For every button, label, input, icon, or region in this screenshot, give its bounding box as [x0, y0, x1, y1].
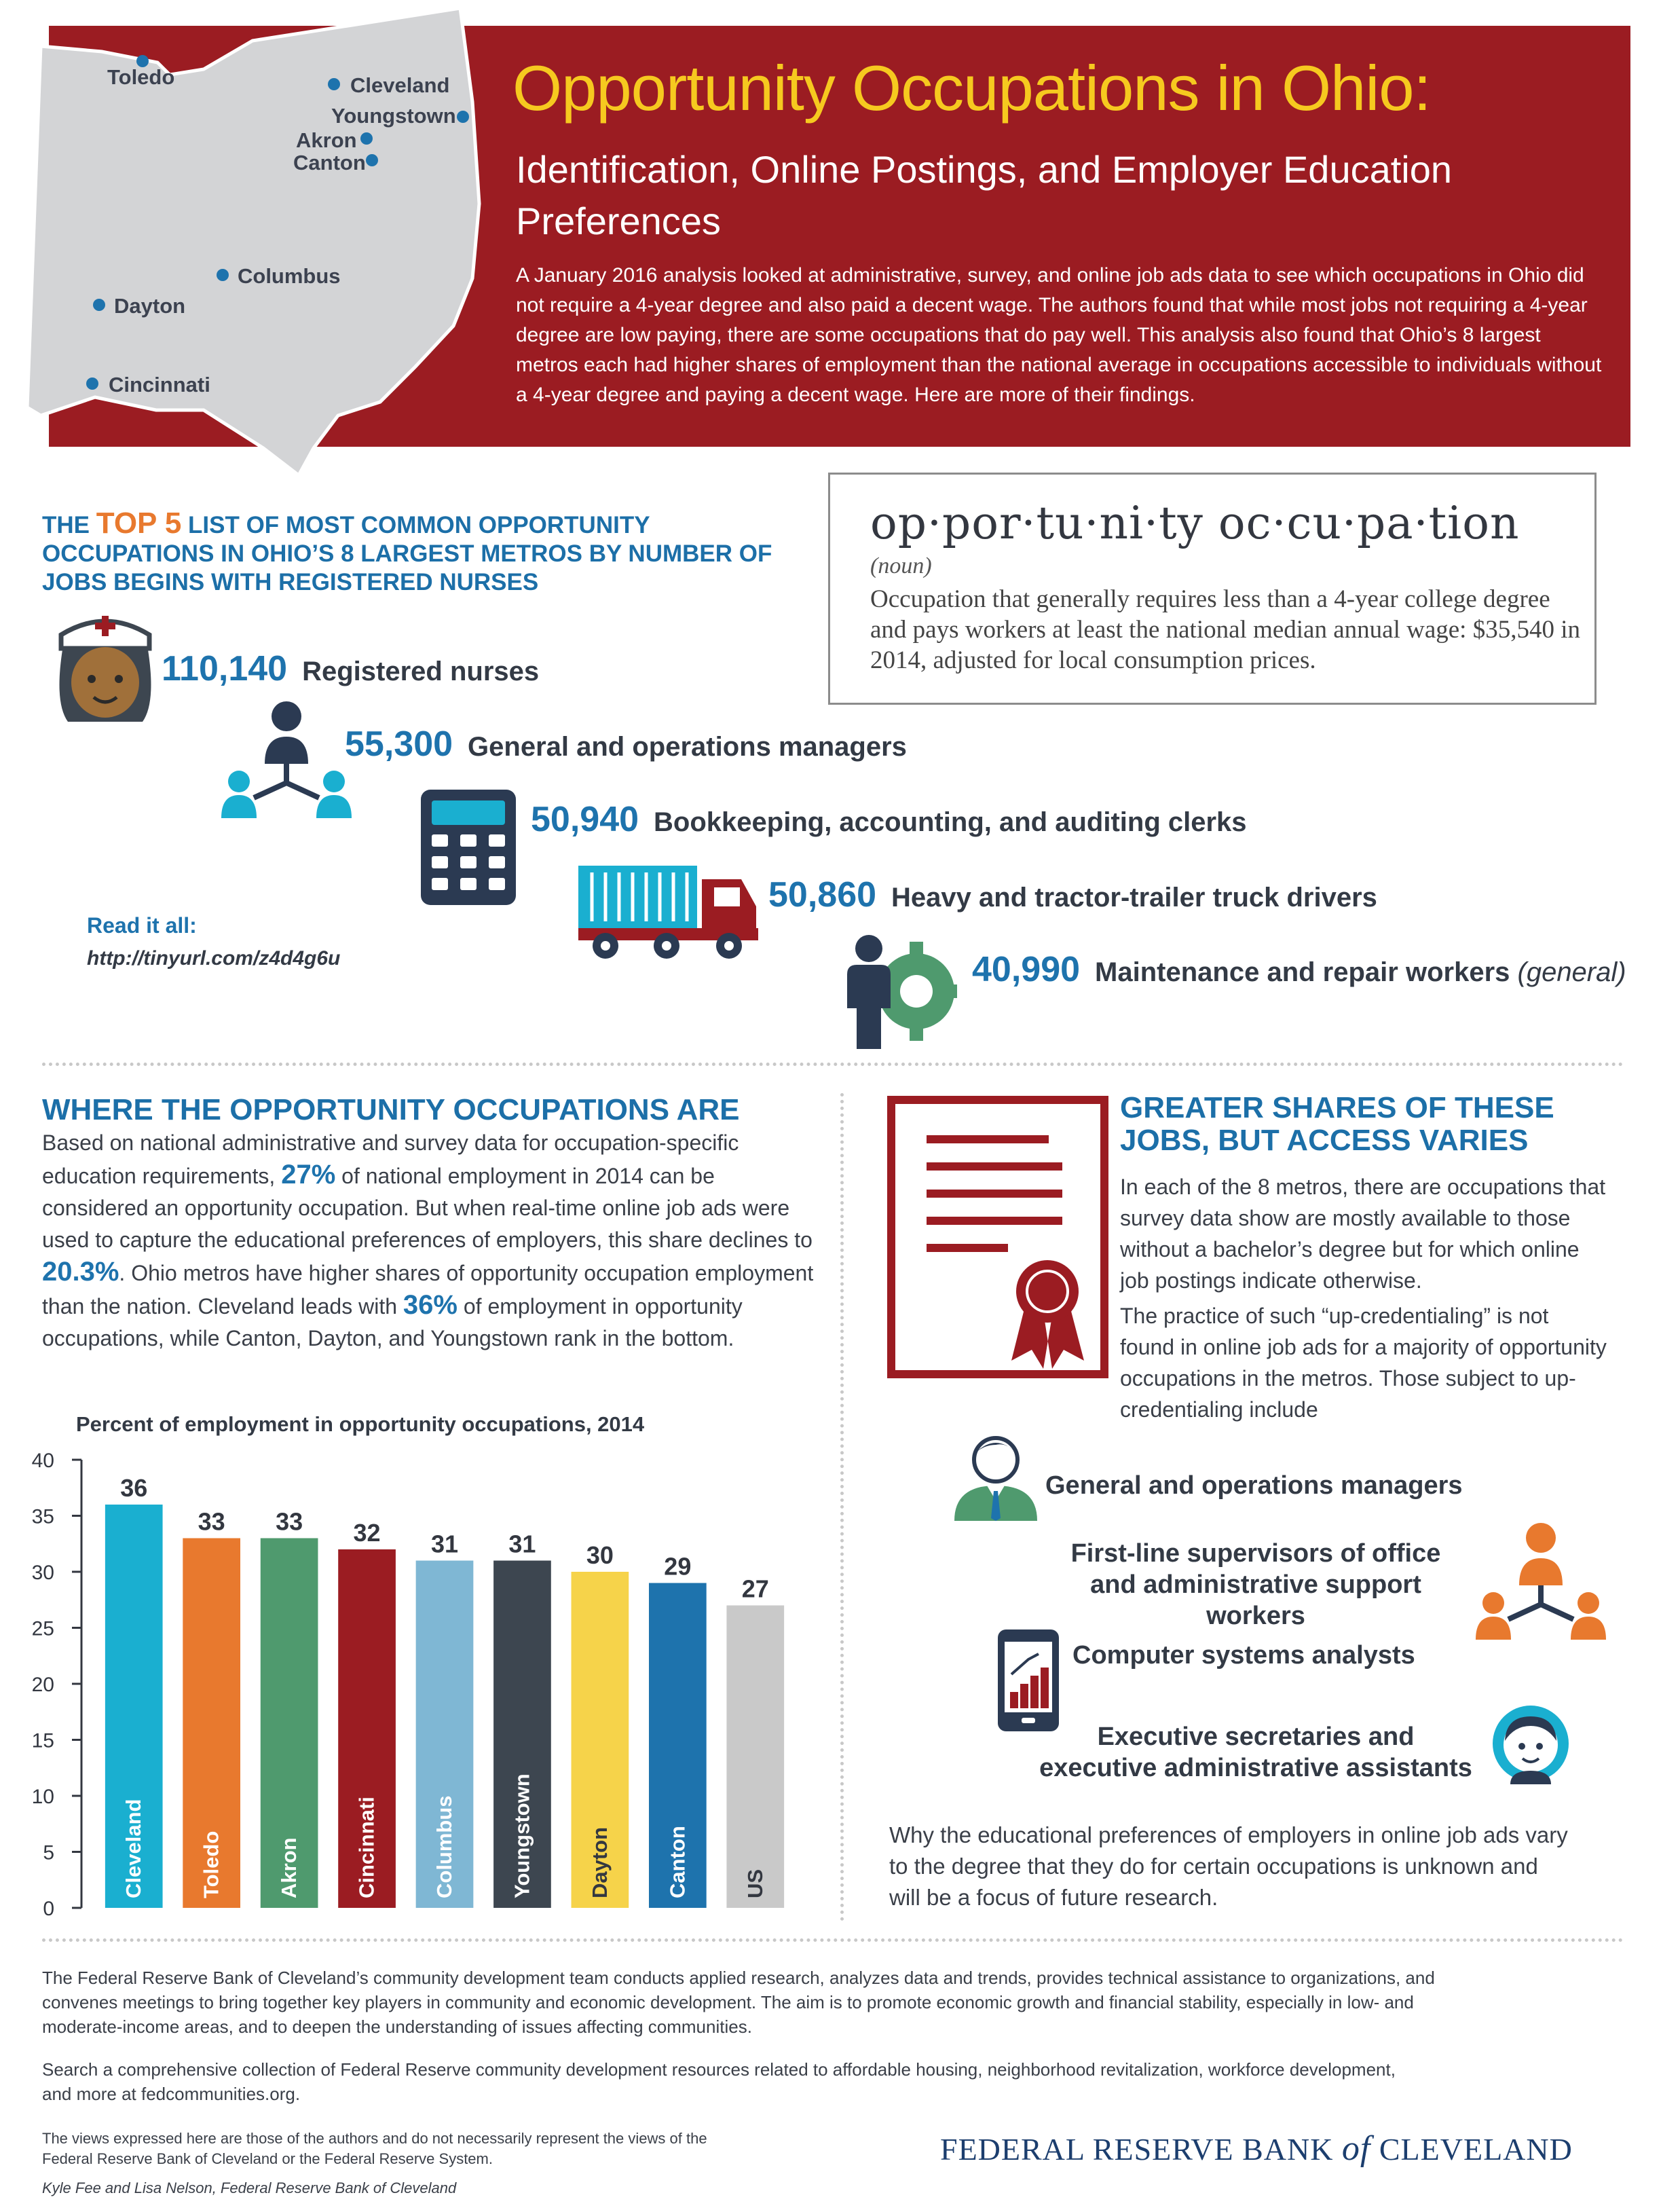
- occupation-1: [162, 648, 539, 689]
- city-label-canton: Canton: [293, 151, 366, 174]
- certificate-icon: [886, 1094, 1110, 1380]
- future-research-note: Why the educational preferences of employers in online job ads vary to the degree that they do for certain occupations is unknown and will be a focus of future research.: [889, 1822, 1568, 1910]
- occupation-1-label: Registered nurses: [302, 657, 540, 686]
- page-title: Opportunity Occupations in Ohio:: [512, 52, 1431, 124]
- city-dot-dayton: [93, 299, 105, 311]
- where-stat-cleveland: 36%: [403, 1290, 458, 1320]
- footer-disclaimer: The views expressed here are those of the authors and do not necessarily represent the views of the Federal Reserve Bank of Cleveland or the Federal Reserve System.: [42, 2130, 707, 2167]
- city-label-columbus: Columbus: [238, 264, 341, 288]
- upcredential-item-1: General and operations managers: [1045, 1471, 1463, 1500]
- read-it-link[interactable]: http://tinyurl.com/z4d4g6u: [87, 947, 341, 970]
- greater-paragraph-1: In each of the 8 metros, there are occupations that survey data show are mostly available to those without a bachelor’s degree but for which online job postings indicate otherwise.: [1120, 1175, 1606, 1293]
- occupation-3: [531, 799, 1247, 840]
- occupation-2-label: General and operations managers: [468, 732, 907, 762]
- city-dot-canton: [366, 154, 378, 166]
- top5-heading-pre: THE: [42, 512, 96, 538]
- bar-category-label: Akron: [277, 1837, 301, 1898]
- bar-category-label: Columbus: [432, 1795, 456, 1898]
- where-heading: WHERE THE OPPORTUNITY OCCUPATIONS ARE: [42, 1093, 740, 1126]
- city-label-toledo: Toledo: [107, 65, 175, 89]
- occupation-5: [972, 949, 1626, 990]
- bar-category-label: Dayton: [587, 1826, 612, 1898]
- gear-worker-icon: [842, 934, 964, 1049]
- upcredential-item-3: Computer systems analysts: [1072, 1641, 1415, 1670]
- y-tick-label: 0: [43, 1898, 54, 1920]
- bar-category-label: US: [743, 1868, 767, 1898]
- city-label-akron: Akron: [296, 128, 357, 152]
- org-chart-icon: [219, 696, 354, 818]
- footer-search: Search a comprehensive collection of Federal Reserve community development resources related to affordable housing, neighborhood revitalization, workforce development, and more at fedcommunities.org.: [42, 2059, 1396, 2104]
- bar-value-label: 36: [120, 1474, 148, 1502]
- bar-value-label: 33: [198, 1507, 225, 1536]
- where-text-2: of national employment in 2014 can be considered an opportunity occupation. But when real-time online job ads were used to capture the educational preferences of employers, this share declines to: [42, 1164, 813, 1252]
- bar-category-label: Youngstown: [510, 1773, 534, 1898]
- definition-text: Occupation that generally requires less than a 4-year college degree and pays workers at least the national median annual wage: $35,540 in 2014, adjusted for local consumption prices.: [870, 585, 1580, 674]
- bar-category-label: Canton: [665, 1826, 690, 1898]
- city-dot-columbus: [217, 269, 229, 281]
- occupation-5-label: [1095, 957, 1626, 987]
- city-label-dayton: Dayton: [114, 294, 186, 318]
- y-tick-label: 25: [31, 1617, 54, 1640]
- bar-chart: [27, 1446, 821, 1921]
- y-tick-label: 30: [31, 1562, 54, 1584]
- definition-word: op·por·tu·ni·ty oc·cu·pa·tion: [870, 497, 1520, 549]
- supervisor-org-chart-icon: [1473, 1517, 1609, 1640]
- logo-text-post: CLEVELAND: [1370, 2132, 1573, 2167]
- y-tick-label: 40: [31, 1450, 54, 1472]
- y-tick-label: 5: [43, 1841, 54, 1864]
- where-text-1: Based on national administrative and survey data for occupation-specific education requirements,: [42, 1130, 739, 1188]
- bar-value-label: 33: [276, 1507, 303, 1536]
- bar-value-label: 32: [353, 1519, 381, 1547]
- bar-us: [726, 1606, 784, 1909]
- divider-bottom: [42, 1938, 1624, 1942]
- federal-reserve-logo: [940, 2129, 1573, 2169]
- city-dot-akron: [360, 132, 373, 145]
- occupation-5-value: 40,990: [972, 950, 1081, 989]
- top5-heading-highlight: TOP 5: [96, 507, 182, 540]
- y-tick-label: 35: [31, 1505, 54, 1528]
- divider-vertical: [840, 1093, 844, 1921]
- chart-title: Percent of employment in opportunity occupations, 2014: [76, 1412, 645, 1436]
- footer-about: The Federal Reserve Bank of Cleveland’s community development team conducts applied research, analyzes data and trends, provides technical assistance to organizations, and convenes meetings to bring together key players in community and economic development. The aim is to promote economic growth and financial stability, especially in low- and moderate-income areas, and to deepen the understanding of issues affecting communities.: [42, 1968, 1435, 2037]
- occupation-2-value: 55,300: [345, 724, 453, 764]
- logo-text-of: of: [1341, 2129, 1371, 2168]
- footer-authors: Kyle Fee and Lisa Nelson, Federal Reserve Bank of Cleveland: [42, 2179, 457, 2196]
- upcredential-item-4: Executive secretaries and executive administrative assistants: [1039, 1723, 1472, 1782]
- occupation-5-label-text: Maintenance and repair workers: [1095, 957, 1510, 987]
- where-body: [42, 1127, 823, 1355]
- bar-value-label: 31: [508, 1530, 536, 1558]
- where-text-4: of employment in opportunity occupations, while Canton, Dayton, and Youngstown rank in the bottom.: [42, 1294, 743, 1350]
- bar-value-label: 31: [430, 1530, 459, 1558]
- truck-icon: [578, 866, 758, 961]
- top5-heading: [42, 509, 796, 597]
- bar-value-label: 30: [586, 1541, 614, 1569]
- page-subtitle: Identification, Online Postings, and Employer Education Preferences: [516, 148, 1453, 242]
- city-label-youngstown: Youngstown: [331, 104, 456, 128]
- occupation-4: [768, 874, 1377, 915]
- y-tick-label: 20: [31, 1674, 54, 1696]
- occupation-4-value: 50,860: [768, 875, 877, 915]
- greater-paragraph-2: The practice of such “up-credentialing” is not found in online job ads for a majority of opportunity occupations in the metros. Those subject to up-credentialing include: [1120, 1304, 1607, 1422]
- nurse-icon: [54, 608, 156, 723]
- manager-icon: [952, 1433, 1040, 1521]
- headset-icon: [1490, 1703, 1571, 1798]
- y-tick-label: 10: [31, 1786, 54, 1808]
- definition-part-of-speech: (noun): [870, 553, 932, 578]
- occupation-5-label-note: (general): [1517, 957, 1626, 987]
- occupation-2: [345, 724, 907, 765]
- read-it-label: Read it all:: [87, 913, 197, 938]
- city-label-cincinnati: Cincinnati: [109, 373, 210, 397]
- upcredential-item-2: First-line supervisors of office and administrative support workers: [1070, 1539, 1441, 1630]
- occupation-3-value: 50,940: [531, 800, 639, 839]
- bar-value-label: 29: [664, 1552, 692, 1581]
- city-dot-cleveland: [328, 78, 340, 90]
- city-label-cleveland: Cleveland: [350, 73, 450, 97]
- y-tick-label: 15: [31, 1729, 54, 1752]
- bar-category-label: Cincinnati: [354, 1797, 379, 1898]
- tablet-chart-icon: [998, 1629, 1059, 1731]
- where-stat-online: 20.3%: [42, 1257, 119, 1287]
- greater-heading: GREATER SHARES OF THESE JOBS, BUT ACCESS VARIES: [1120, 1091, 1554, 1157]
- divider-top: [42, 1063, 1624, 1066]
- bar-category-label: Cleveland: [122, 1799, 146, 1898]
- occupation-3-label: Bookkeeping, accounting, and auditing clerks: [654, 807, 1247, 837]
- bar-category-label: Toledo: [199, 1830, 223, 1898]
- top5-heading-post: LIST OF MOST COMMON OPPORTUNITY OCCUPATIONS IN OHIO’S 8 LARGEST METROS BY NUMBER OF JOBS BEGINS WITH REGISTERED NURSES: [42, 512, 772, 595]
- bar-value-label: 27: [741, 1574, 769, 1603]
- intro-paragraph: A January 2016 analysis looked at administrative, survey, and online job ads data to see which occupations in Ohio did not require a 4-year degree and also paid a decent wage. The authors found that while most jobs not requiring a 4-year degree are low paying, there are some occupations that do pay well. This analysis also found that Ohio’s 8 largest metros each had higher shares of employment than the national average in occupations accessible to individuals without a 4-year degree and paying a decent wage. Here are more of their findings.: [516, 264, 1602, 406]
- city-dot-youngstown: [457, 111, 469, 123]
- city-dot-cincinnati: [86, 377, 98, 390]
- where-stat-national: 27%: [281, 1160, 336, 1190]
- where-text-3: . Ohio metros have higher shares of opportunity occupation employment than the nation. Cleveland leads with: [42, 1261, 814, 1319]
- calculator-icon: [421, 790, 516, 905]
- occupation-1-value: 110,140: [162, 649, 288, 688]
- logo-text-pre: FEDERAL RESERVE BANK: [940, 2132, 1342, 2167]
- occupation-4-label: Heavy and tractor-trailer truck drivers: [891, 883, 1377, 913]
